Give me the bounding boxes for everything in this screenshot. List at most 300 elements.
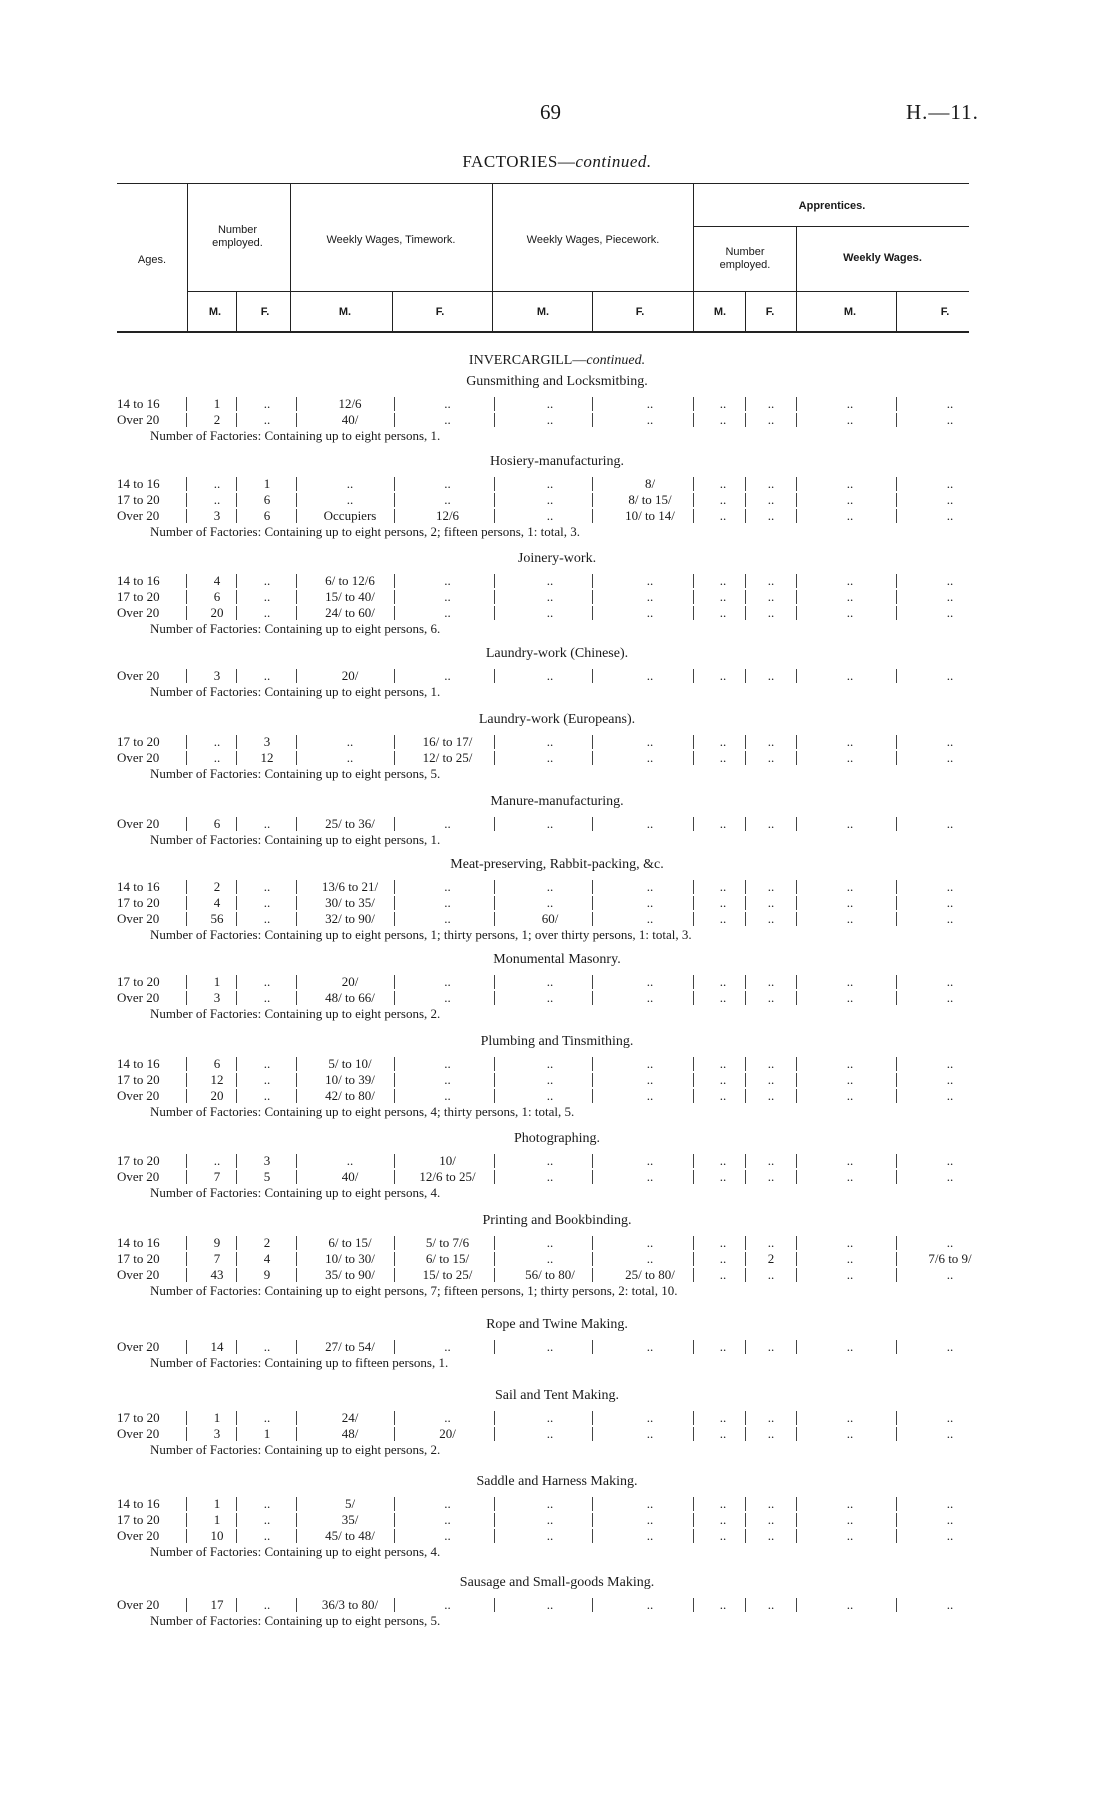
cell-male-employed: 2	[213, 412, 221, 427]
cell-apprentice-male: ..	[719, 589, 727, 604]
cell-piecework-male: ..	[546, 1072, 554, 1087]
column-divider	[896, 991, 897, 1005]
cell-apprentice-wage-male: ..	[846, 895, 854, 910]
column-divider	[592, 1252, 593, 1266]
cell-female-employed: 1	[263, 1426, 271, 1441]
column-divider	[236, 1252, 237, 1266]
cell-female-employed: 1	[263, 476, 271, 491]
column-divider	[896, 912, 897, 926]
table-row	[0, 1410, 1114, 1426]
cell-timework-male: ..	[346, 492, 354, 507]
cell-apprentice-female: ..	[767, 911, 775, 926]
cell-male-employed: 12	[210, 1072, 224, 1087]
column-divider	[394, 751, 395, 765]
header-vline-4	[693, 183, 694, 331]
header-f-2: F.	[435, 306, 445, 318]
cell-piecework-female: ..	[646, 1496, 654, 1511]
cell-apprentice-male: ..	[719, 1496, 727, 1511]
cell-piecework-male: ..	[546, 476, 554, 491]
column-divider	[236, 1089, 237, 1103]
table-row	[0, 1153, 1114, 1169]
cell-piecework-female: ..	[646, 573, 654, 588]
cell-apprentice-wage-male: ..	[846, 990, 854, 1005]
column-divider	[494, 606, 495, 620]
column-divider	[296, 1170, 297, 1184]
column-divider	[296, 1268, 297, 1282]
cell-apprentice-female: ..	[767, 1169, 775, 1184]
column-divider	[236, 509, 237, 523]
column-divider	[796, 590, 797, 604]
column-divider	[693, 1268, 694, 1282]
column-divider	[693, 574, 694, 588]
column-divider	[693, 975, 694, 989]
cell-apprentice-wage-female: ..	[946, 1072, 954, 1087]
column-divider	[394, 493, 395, 507]
column-divider	[896, 1340, 897, 1354]
column-divider	[236, 1427, 237, 1441]
cell-piecework-male: ..	[546, 1056, 554, 1071]
header-f-5: F.	[940, 306, 950, 318]
section-title: Photographing.	[514, 1131, 600, 1146]
cell-timework-male: ..	[346, 734, 354, 749]
cell-piecework-male: ..	[546, 1235, 554, 1250]
column-divider	[186, 669, 187, 683]
column-divider	[796, 735, 797, 749]
column-divider	[494, 991, 495, 1005]
column-divider	[236, 1268, 237, 1282]
column-divider	[592, 574, 593, 588]
cell-piecework-female: ..	[646, 990, 654, 1005]
column-divider	[693, 735, 694, 749]
column-divider	[796, 509, 797, 523]
title-main: FACTORIES—	[462, 152, 576, 171]
cell-piecework-male: ..	[546, 1251, 554, 1266]
cell-apprentice-wage-male: ..	[846, 589, 854, 604]
cell-piecework-male: 60/	[541, 911, 559, 926]
cell-piecework-male: ..	[546, 1426, 554, 1441]
column-divider	[592, 880, 593, 894]
cell-age: 17 to 20	[117, 1251, 160, 1266]
column-divider	[394, 606, 395, 620]
column-divider	[186, 1268, 187, 1282]
section-title: Gunsmithing and Locksmitbing.	[466, 374, 648, 389]
cell-piecework-female: ..	[646, 1153, 654, 1168]
column-divider	[236, 880, 237, 894]
cell-apprentice-male: ..	[719, 816, 727, 831]
column-divider	[296, 1340, 297, 1354]
cell-piecework-female: ..	[646, 589, 654, 604]
cell-timework-female: ..	[444, 1512, 451, 1527]
column-divider	[236, 1170, 237, 1184]
column-divider	[394, 477, 395, 491]
column-divider	[394, 1268, 395, 1282]
column-divider	[896, 1252, 897, 1266]
cell-apprentice-female: ..	[767, 1267, 775, 1282]
column-divider	[796, 1154, 797, 1168]
column-divider	[394, 1529, 395, 1543]
cell-timework-female: 10/	[439, 1153, 456, 1168]
cell-timework-female: ..	[444, 668, 451, 683]
table-row	[0, 1496, 1114, 1512]
cell-apprentice-wage-male: ..	[846, 1339, 854, 1354]
column-divider	[745, 1073, 746, 1087]
column-divider	[236, 606, 237, 620]
column-divider	[693, 1513, 694, 1527]
table-row	[0, 974, 1114, 990]
cell-piecework-male: ..	[546, 412, 554, 427]
cell-female-employed: 6	[263, 508, 271, 523]
column-divider	[796, 493, 797, 507]
cell-apprentice-male: ..	[719, 1088, 727, 1103]
cell-apprentice-wage-male: ..	[846, 879, 854, 894]
section-title: Monumental Masonry.	[493, 952, 621, 967]
column-divider	[186, 1236, 187, 1250]
cell-piecework-male: ..	[546, 816, 554, 831]
cell-piecework-female: ..	[646, 1169, 654, 1184]
cell-apprentice-female: ..	[767, 1597, 775, 1612]
column-divider	[796, 880, 797, 894]
column-divider	[896, 509, 897, 523]
cell-female-employed: ..	[263, 1496, 271, 1511]
header-weekly-timework: Weekly Wages, Timework.	[326, 234, 456, 246]
column-divider	[186, 1513, 187, 1527]
cell-age: Over 20	[117, 1597, 160, 1612]
cell-apprentice-wage-female: ..	[946, 589, 954, 604]
cell-female-employed: 9	[263, 1267, 271, 1282]
cell-male-employed: ..	[213, 734, 221, 749]
column-divider	[394, 1057, 395, 1071]
cell-apprentice-female: ..	[767, 605, 775, 620]
section-title: Rope and Twine Making.	[486, 1317, 628, 1332]
cell-apprentice-male: ..	[719, 1235, 727, 1250]
cell-apprentice-wage-male: ..	[846, 1072, 854, 1087]
cell-timework-male: 5/ to 10/	[328, 1056, 372, 1071]
table-row	[0, 668, 1114, 684]
cell-apprentice-wage-female: ..	[946, 476, 954, 491]
cell-male-employed: 3	[213, 508, 221, 523]
cell-apprentice-male: ..	[719, 573, 727, 588]
cell-apprentice-wage-female: ..	[946, 396, 954, 411]
column-divider	[494, 1170, 495, 1184]
cell-timework-male: Occupiers	[323, 508, 377, 523]
column-divider	[745, 817, 746, 831]
column-divider	[296, 1057, 297, 1071]
cell-apprentice-female: ..	[767, 1088, 775, 1103]
column-divider	[896, 880, 897, 894]
cell-timework-female: ..	[444, 974, 451, 989]
header-sub-vline-2	[392, 292, 393, 331]
column-divider	[693, 509, 694, 523]
column-divider	[745, 1170, 746, 1184]
column-divider	[296, 509, 297, 523]
column-divider	[494, 817, 495, 831]
cell-female-employed: ..	[263, 1528, 271, 1543]
cell-timework-female: 6/ to 15/	[425, 1251, 470, 1266]
cell-apprentice-wage-female: ..	[946, 895, 954, 910]
column-divider	[745, 509, 746, 523]
cell-apprentice-female: ..	[767, 1426, 775, 1441]
header-app-weekly-wages: Weekly Wages.	[843, 252, 922, 264]
column-divider	[693, 880, 694, 894]
column-divider	[592, 606, 593, 620]
column-divider	[394, 1170, 395, 1184]
table-row	[0, 879, 1114, 895]
column-divider	[236, 991, 237, 1005]
column-divider	[592, 1170, 593, 1184]
column-divider	[236, 1236, 237, 1250]
column-divider	[693, 477, 694, 491]
cell-timework-male: 40/	[341, 1169, 359, 1184]
column-divider	[296, 991, 297, 1005]
cell-apprentice-male: ..	[719, 1512, 727, 1527]
cell-apprentice-male: ..	[719, 895, 727, 910]
cell-female-employed: ..	[263, 816, 271, 831]
column-divider	[693, 1411, 694, 1425]
column-divider	[796, 1529, 797, 1543]
cell-male-employed: 56	[210, 911, 224, 926]
cell-apprentice-wage-female: ..	[946, 1056, 954, 1071]
table-row	[0, 1169, 1114, 1185]
column-divider	[592, 1268, 593, 1282]
cell-timework-female: 15/ to 25/	[422, 1267, 473, 1282]
table-row	[0, 605, 1114, 621]
factories-count-note: Number of Factories: Containing up to eight persons, 2.	[150, 1442, 441, 1457]
column-divider	[296, 669, 297, 683]
column-divider	[592, 477, 593, 491]
column-divider	[592, 1073, 593, 1087]
table-row	[0, 396, 1114, 412]
cell-apprentice-wage-female: ..	[946, 816, 954, 831]
cell-age: 14 to 16	[117, 476, 160, 491]
table-row	[0, 589, 1114, 605]
column-divider	[296, 1073, 297, 1087]
cell-age: 17 to 20	[117, 734, 160, 749]
cell-female-employed: 4	[263, 1251, 271, 1266]
cell-piecework-female: ..	[646, 879, 654, 894]
column-divider	[796, 606, 797, 620]
cell-female-employed: ..	[263, 911, 271, 926]
column-divider	[745, 991, 746, 1005]
column-divider	[896, 606, 897, 620]
column-divider	[693, 817, 694, 831]
column-divider	[796, 1252, 797, 1266]
column-divider	[592, 1089, 593, 1103]
cell-piecework-male: ..	[546, 1597, 554, 1612]
column-divider	[745, 669, 746, 683]
cell-apprentice-female: ..	[767, 589, 775, 604]
table-row	[0, 1597, 1114, 1613]
column-divider	[186, 1427, 187, 1441]
cell-male-employed: 1	[213, 974, 221, 989]
column-divider	[296, 477, 297, 491]
column-divider	[592, 1497, 593, 1511]
column-divider	[494, 975, 495, 989]
column-divider	[494, 1268, 495, 1282]
table-row	[0, 990, 1114, 1006]
column-divider	[592, 1236, 593, 1250]
column-divider	[745, 1513, 746, 1527]
cell-piecework-female: ..	[646, 750, 654, 765]
column-divider	[745, 413, 746, 427]
cell-timework-male: ..	[346, 476, 354, 491]
factories-count-note: Number of Factories: Containing up to eight persons, 6.	[150, 621, 441, 636]
cell-female-employed: 3	[263, 734, 271, 749]
column-divider	[296, 1411, 297, 1425]
cell-piecework-female: 25/ to 80/	[625, 1267, 675, 1282]
column-divider	[296, 880, 297, 894]
factories-count-note: Number of Factories: Containing up to eight persons, 4.	[150, 1544, 441, 1559]
cell-apprentice-wage-female: ..	[946, 1235, 954, 1250]
cell-piecework-male: ..	[546, 750, 554, 765]
cell-apprentice-wage-female: ..	[946, 1410, 954, 1425]
column-divider	[745, 1497, 746, 1511]
cell-age: 14 to 16	[117, 1056, 160, 1071]
column-divider	[296, 817, 297, 831]
cell-piecework-female: ..	[646, 668, 654, 683]
column-divider	[796, 397, 797, 411]
column-divider	[186, 397, 187, 411]
column-divider	[186, 606, 187, 620]
cell-age: 17 to 20	[117, 974, 160, 989]
cell-male-employed: 3	[213, 668, 221, 683]
cell-apprentice-wage-male: ..	[846, 573, 854, 588]
factories-count-note: Number of Factories: Containing up to fifteen persons, 1.	[150, 1355, 449, 1370]
cell-apprentice-wage-female: ..	[946, 750, 954, 765]
column-divider	[745, 1411, 746, 1425]
cell-female-employed: ..	[263, 573, 271, 588]
table-row	[0, 412, 1114, 428]
header-vline-5	[796, 226, 797, 331]
column-divider	[186, 1411, 187, 1425]
table-row	[0, 750, 1114, 766]
column-divider	[693, 397, 694, 411]
column-divider	[394, 735, 395, 749]
table-row	[0, 1512, 1114, 1528]
column-divider	[494, 509, 495, 523]
district-name: INVERCARGILL—	[468, 353, 587, 368]
column-divider	[236, 975, 237, 989]
cell-age: 17 to 20	[117, 589, 160, 604]
cell-apprentice-male: ..	[719, 734, 727, 749]
cell-timework-male: 35/ to 90/	[325, 1267, 375, 1282]
cell-apprentice-male: ..	[719, 974, 727, 989]
cell-male-employed: 9	[213, 1235, 221, 1250]
column-divider	[296, 493, 297, 507]
header-sub-vline-3	[592, 292, 593, 331]
column-divider	[186, 1529, 187, 1543]
column-divider	[186, 1073, 187, 1087]
table-row	[0, 573, 1114, 589]
cell-timework-female: ..	[444, 1056, 451, 1071]
cell-female-employed: ..	[263, 668, 271, 683]
factories-count-note: Number of Factories: Containing up to eight persons, 1.	[150, 428, 441, 443]
section-title: Sail and Tent Making.	[495, 1388, 619, 1403]
column-divider	[592, 1154, 593, 1168]
section-title: Plumbing and Tinsmithing.	[480, 1034, 634, 1049]
cell-male-employed: 3	[213, 1426, 221, 1441]
column-divider	[296, 413, 297, 427]
cell-apprentice-wage-male: ..	[846, 1153, 854, 1168]
cell-male-employed: 3	[213, 990, 221, 1005]
header-bottom-rule	[117, 331, 969, 333]
cell-piecework-male: ..	[546, 1153, 554, 1168]
cell-apprentice-female: ..	[767, 1153, 775, 1168]
cell-timework-male: 5/	[344, 1496, 356, 1511]
column-divider	[796, 574, 797, 588]
cell-piecework-female: ..	[646, 734, 654, 749]
column-divider	[186, 735, 187, 749]
column-divider	[494, 896, 495, 910]
column-divider	[745, 1529, 746, 1543]
column-divider	[494, 574, 495, 588]
column-divider	[693, 1170, 694, 1184]
column-divider	[693, 1529, 694, 1543]
cell-timework-female: ..	[444, 573, 451, 588]
cell-piecework-male: ..	[546, 589, 554, 604]
cell-male-employed: 4	[213, 895, 221, 910]
header-sub-vline-4	[745, 292, 746, 331]
cell-apprentice-male: ..	[719, 750, 727, 765]
column-divider	[394, 975, 395, 989]
cell-timework-female: ..	[444, 1597, 451, 1612]
column-divider	[745, 493, 746, 507]
cell-piecework-male: ..	[546, 1512, 554, 1527]
cell-female-employed: 6	[263, 492, 271, 507]
column-divider	[745, 590, 746, 604]
cell-apprentice-male: ..	[719, 492, 727, 507]
cell-timework-female: ..	[444, 1496, 451, 1511]
factories-count-note: Number of Factories: Containing up to eight persons, 1.	[150, 832, 441, 847]
cell-piecework-male: ..	[546, 492, 554, 507]
column-divider	[394, 509, 395, 523]
column-divider	[592, 1411, 593, 1425]
cell-age: Over 20	[117, 1339, 160, 1354]
column-divider	[796, 413, 797, 427]
column-divider	[394, 1497, 395, 1511]
cell-apprentice-male: ..	[719, 1251, 727, 1266]
column-divider	[745, 397, 746, 411]
column-divider	[896, 975, 897, 989]
column-divider	[296, 751, 297, 765]
cell-apprentice-female: ..	[767, 668, 775, 683]
cell-apprentice-wage-female: ..	[946, 734, 954, 749]
column-divider	[186, 1057, 187, 1071]
column-divider	[186, 1497, 187, 1511]
column-divider	[296, 735, 297, 749]
column-divider	[592, 975, 593, 989]
section-title: Laundry-work (Chinese).	[485, 646, 629, 661]
column-divider	[745, 975, 746, 989]
cell-apprentice-wage-male: ..	[846, 911, 854, 926]
column-divider	[896, 1598, 897, 1612]
column-divider	[494, 1252, 495, 1266]
cell-timework-female: 12/6	[435, 508, 460, 523]
cell-apprentice-wage-male: ..	[846, 1528, 854, 1543]
header-m-2: M.	[338, 306, 352, 318]
column-divider	[296, 1154, 297, 1168]
column-divider	[592, 590, 593, 604]
cell-male-employed: 14	[210, 1339, 224, 1354]
cell-piecework-female: ..	[646, 396, 654, 411]
cell-piecework-male: ..	[546, 605, 554, 620]
cell-apprentice-wage-male: ..	[846, 1597, 854, 1612]
cell-age: Over 20	[117, 668, 160, 683]
cell-apprentice-wage-female: ..	[946, 1169, 954, 1184]
cell-apprentice-female: ..	[767, 396, 775, 411]
table-row	[0, 492, 1114, 508]
column-divider	[186, 912, 187, 926]
cell-male-employed: 6	[213, 589, 221, 604]
